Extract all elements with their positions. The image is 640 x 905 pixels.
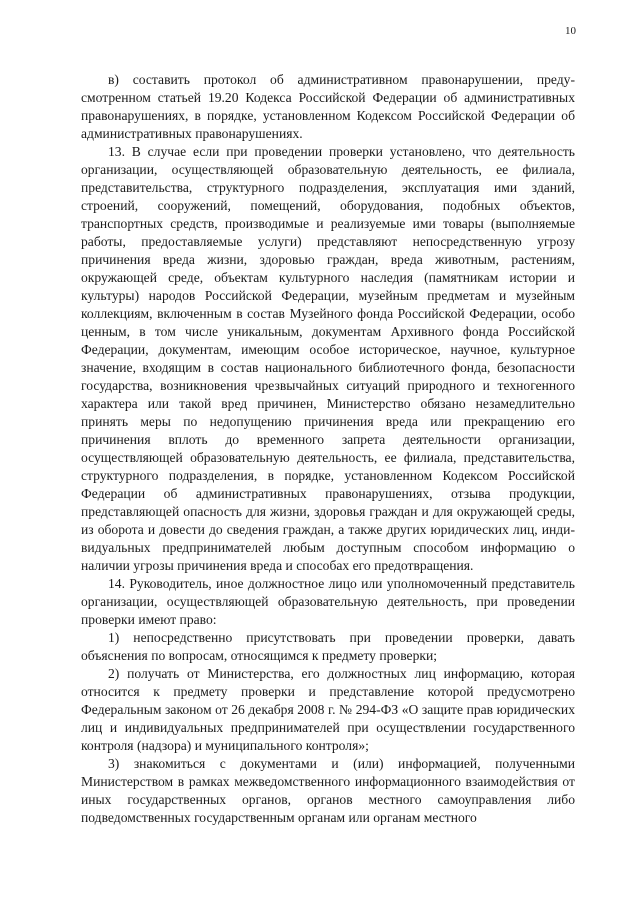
document-body bbox=[81, 71, 575, 827]
paragraph-14-item-1: 1) непосредственно присутствовать при проведении проверки, давать объяснения по вопросам, относящимся к предмету проверки; bbox=[81, 630, 575, 663]
paragraph-13: 13. В случае если при проведении проверки установлено, что деятельность организации, осуществляющей образовательную деятельность, ее филиала, представительства, структурного подразделения, эксплуатация ими зданий, строений, сооружений, помещений, оборудования, подобных объектов, транспортных средств, производимые и реализуемые ими товары (выполняемые работы, предоставляемые услуги) представляют непосредственную угрозу причинения вреда жизни, здоровью граждан, вреда животным, растениям, окружающей среде, объектам культурного наследия (памятникам истории и культуры) народов Российской Федерации, музейным предметам и музейным коллекциям, включенным в состав Музейного фонда Российской Федерации, особо ценным, в том числе уникальным, документам Архивного фонда Российской Федерации, документам, имеющим особое историческое, научное, культурное значение, входящим в состав национального библиотечного фонда, безопасности государства, возникновения чрезвычайных ситуаций природного и техногенного характера или такой вред причинен, Министерство обязано незамедлительно принять меры по недопущению причинения вреда или прекращению его причинения вплоть до временного запрета деятельности организации, осуществляющей образовательную деятельность, ее филиала, представительства, структурного подразделения, в порядке, установленном Кодексом Российской Федерации об административных правонарушениях, отзыва продукции, представляющей опасность для жизни, здоровья граждан и для окружающей среды, из оборота и довести до сведения граждан, а также других юридических лиц, индивидуальных предпринимателей любым доступным способом информацию о наличии угрозы причинения вреда и способах его предотвращения. bbox=[81, 144, 575, 573]
paragraph-v-protocol: в) составить протокол об административном правонарушении, предусмотренном статьей 19.20 Кодекса Российской Федерации об административных правонарушениях, в порядке, установленном Кодексом Российской Федерации об административных правонарушениях. bbox=[81, 72, 575, 141]
paragraph-14: 14. Руководитель, иное должностное лицо или уполномоченный представитель организации, осуществляющей образовательную деятельность, при проведении проверки имеют право: bbox=[81, 576, 575, 627]
page-number: 10 bbox=[565, 25, 576, 37]
paragraph-14-item-2: 2) получать от Министерства, его должностных лиц информацию, которая относится к предмету проверки и представление которой предусмотрено Федеральным законом от 26 декабря 2008 г. № 294-ФЗ «О защите прав юридических лиц и индивидуальных предпринимателей при осуществлении государственного контроля (надзора) и муниципального контроля»; bbox=[81, 666, 575, 753]
paragraph-14-item-3: 3) знакомиться с документами и (или) информацией, полученными Министерством в рамках межведомственного информационного взаимодействия от иных государственных органов, органов местного самоуправления либо подведомственных государственным органам или органам местного bbox=[81, 756, 575, 825]
